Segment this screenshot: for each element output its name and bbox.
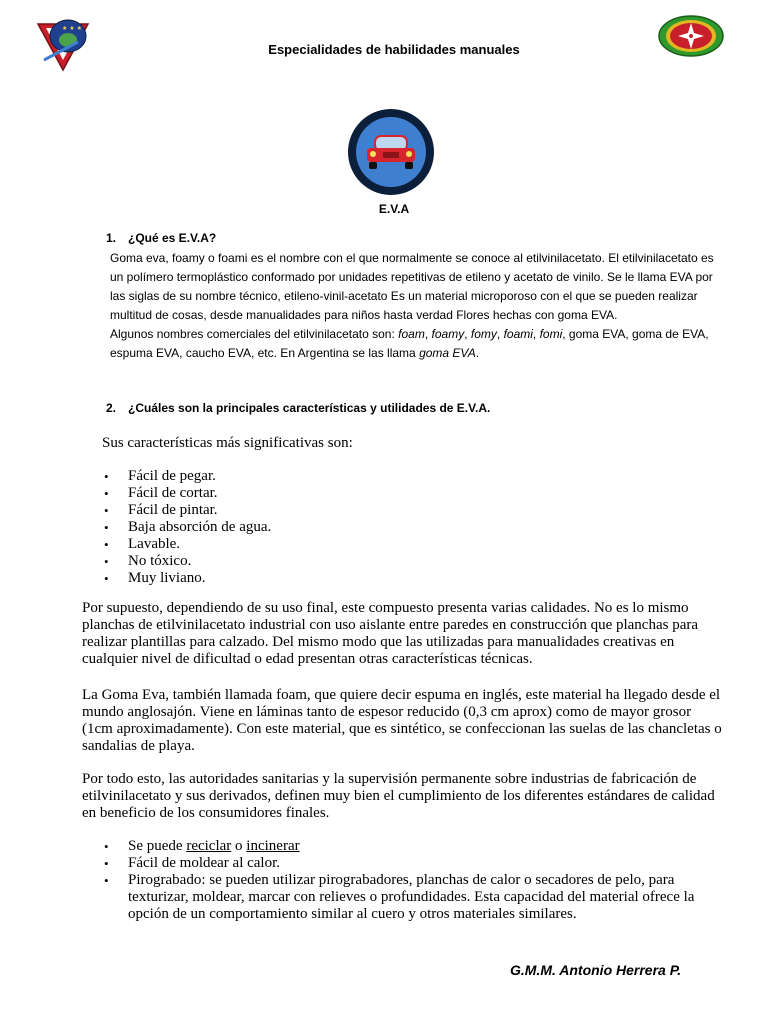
- eva-specialty-badge: [347, 108, 435, 196]
- header-title: Especialidades de habilidades manuales: [268, 42, 520, 57]
- list-item: • Baja absorción de agua.: [104, 519, 704, 536]
- list-item: • No tóxico.: [104, 553, 704, 570]
- answer-1: [110, 249, 720, 363]
- list-item: • Fácil de cortar.: [104, 485, 704, 502]
- signature: G.M.M. Antonio Herrera P.: [510, 962, 682, 978]
- incinerar-link[interactable]: incinerar: [246, 838, 300, 854]
- uses-list: [104, 838, 704, 923]
- svg-text:★ ★ ★: ★ ★ ★: [62, 25, 82, 32]
- question-2-text: ¿Cuáles son la principales características y utilidades de E.V.A.: [128, 401, 491, 415]
- paragraph-goma-eva: La Goma Eva, también llamada foam, que quiere decir espuma en inglés, este material ha llegado desde el mundo anglosajón. Viene en láminas tanto de espesor reducido (0,3 cm aprox) como de mayor grosor (1cm aproximadamente). Con este material, que es sintético, se confeccionan las suelas de las chancletas o sandalias de playa.: [82, 687, 722, 754]
- paragraph-qualities: Por supuesto, dependiendo de su uso final, este compuesto presenta varias calidades. No es lo mismo planchas de etilvinilacetato industrial con uso aislante entre paredes en construcción que planchas para realizar plantillas para calzado. Del mismo modo que las utilizadas para manualidades creativas en cualquier nivel de dificultad o edad presentan otras características técnicas.: [82, 600, 699, 667]
- answer-1-paragraph: Goma eva, foamy o foami es el nombre con el que normalmente se conoce al etilvinilacetato. El etilvinilacetato es un polímero termoplástico conformado por unidades repetitivas de etileno y acetato de vinilo. Se le llama EVA por las siglas de su nombre técnico, etileno-vinil-acetato Es un material microporoso con el que se pueden realizar multitud de cosas, desde manualidades para niños hasta verdad Flores hechas con goma EVA.: [110, 251, 714, 322]
- reciclar-link[interactable]: reciclar: [186, 838, 232, 854]
- list-item: • Fácil de pintar.: [104, 502, 704, 519]
- list-item: • Fácil de pegar.: [104, 468, 704, 485]
- characteristics-intro: Sus características más significativas son:: [102, 435, 353, 451]
- list-item: • Muy liviano.: [104, 570, 704, 587]
- badge-title: E.V.A: [378, 202, 410, 216]
- characteristics-list: [104, 468, 704, 587]
- list-item: • Pirograbado: se pueden utilizar pirograbadores, planchas de calor o secadores de pelo, para texturizar, moldear, marcar con relieves o profundidades. Esta capacidad del material ofrece la opción de un comportamiento similar al cuero y otros materiales similares.: [104, 872, 704, 923]
- list-item: • Lavable.: [104, 536, 704, 553]
- answer-1-commercial-names: Algunos nombres comerciales del etilvinilacetato son: foam, foamy, fomy, foami, fomi, goma EVA, goma de EVA, espuma EVA, caucho EVA, etc. En Argentina se las llama goma EVA.: [110, 327, 709, 360]
- list-item: • Fácil de moldear al calor.: [104, 855, 704, 872]
- question-1: [106, 231, 216, 245]
- question-1-text: ¿Qué es E.V.A?: [128, 231, 217, 245]
- club-emblem-logo: [657, 14, 725, 58]
- list-item: • Se puede reciclar o incinerar: [104, 838, 704, 855]
- question-1-number: 1.: [106, 231, 117, 245]
- question-2-number: 2.: [106, 401, 117, 415]
- paragraph-standards: Por todo esto, las autoridades sanitarias y la supervisión permanente sobre industrias de fabricación de etilvinilacetato y sus derivados, definen muy bien el cumplimiento de los diferentes estándares de calidad en beneficio de los consumidores finales.: [82, 771, 715, 821]
- question-2: [106, 401, 490, 415]
